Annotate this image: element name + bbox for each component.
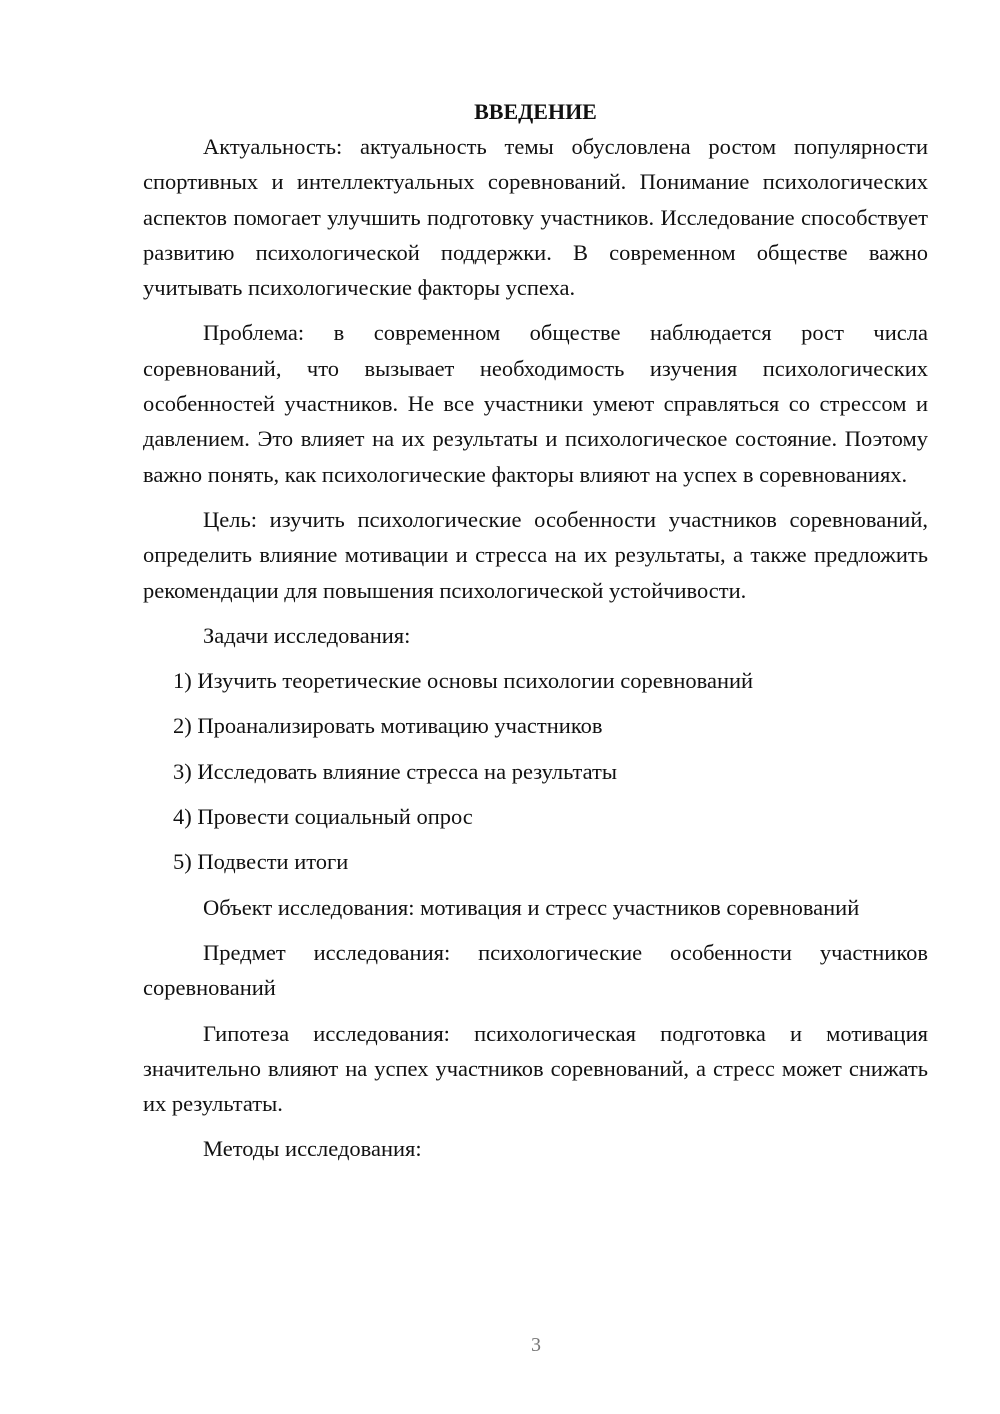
list-item: 3) Исследовать влияние стресса на результаты — [173, 758, 617, 784]
list-item: 2) Проанализировать мотивацию участников — [173, 713, 603, 739]
page-content — [143, 94, 928, 1167]
goal-paragraph: Цель: изучить психологические особенности участников соревнований, определить влияние мотивации и стресса на их результаты, а также предложить рекомендации для повышения психологической устойчивости. — [143, 506, 928, 603]
problem-paragraph: Проблема: в современном обществе наблюдается рост числа соревнований, что вызывает необходимость изучения психологических особенностей участников. Не все участники умеют справляться со стрессом и давлением. Это влияет на их результаты и психологическое состояние. Поэтому важно понять, как психологические факторы влияют на успех в соревнованиях. — [143, 320, 928, 487]
page-number: 3 — [531, 1334, 541, 1356]
object-paragraph: Объект исследования: мотивация и стресс участников соревнований — [203, 894, 860, 920]
list-item: 1) Изучить теоретические основы психологии соревнований — [173, 668, 754, 694]
subject-paragraph: Предмет исследования: психологические особенности участников соревнований — [143, 939, 928, 1001]
methods-heading: Методы исследования: — [203, 1136, 422, 1162]
section-title: ВВЕДЕНИЕ — [474, 99, 597, 124]
tasks-list — [143, 663, 928, 879]
hypothesis-paragraph: Гипотеза исследования: психологическая подготовка и мотивация значительно влияют на успех участников соревнований, а стресс может снижать их результаты. — [143, 1020, 928, 1117]
tasks-heading: Задачи исследования: — [203, 622, 411, 648]
list-item: 4) Провести социальный опрос — [173, 804, 473, 830]
list-item: 5) Подвести итоги — [173, 849, 349, 875]
relevance-paragraph: Актуальность: актуальность темы обусловлена ростом популярности спортивных и интеллектуальных соревнований. Понимание психологических аспектов помогает улучшить подготовку участников. Исследование способствует развитию психологической поддержки. В современном обществе важно учитывать психологические факторы успеха. — [143, 134, 928, 301]
